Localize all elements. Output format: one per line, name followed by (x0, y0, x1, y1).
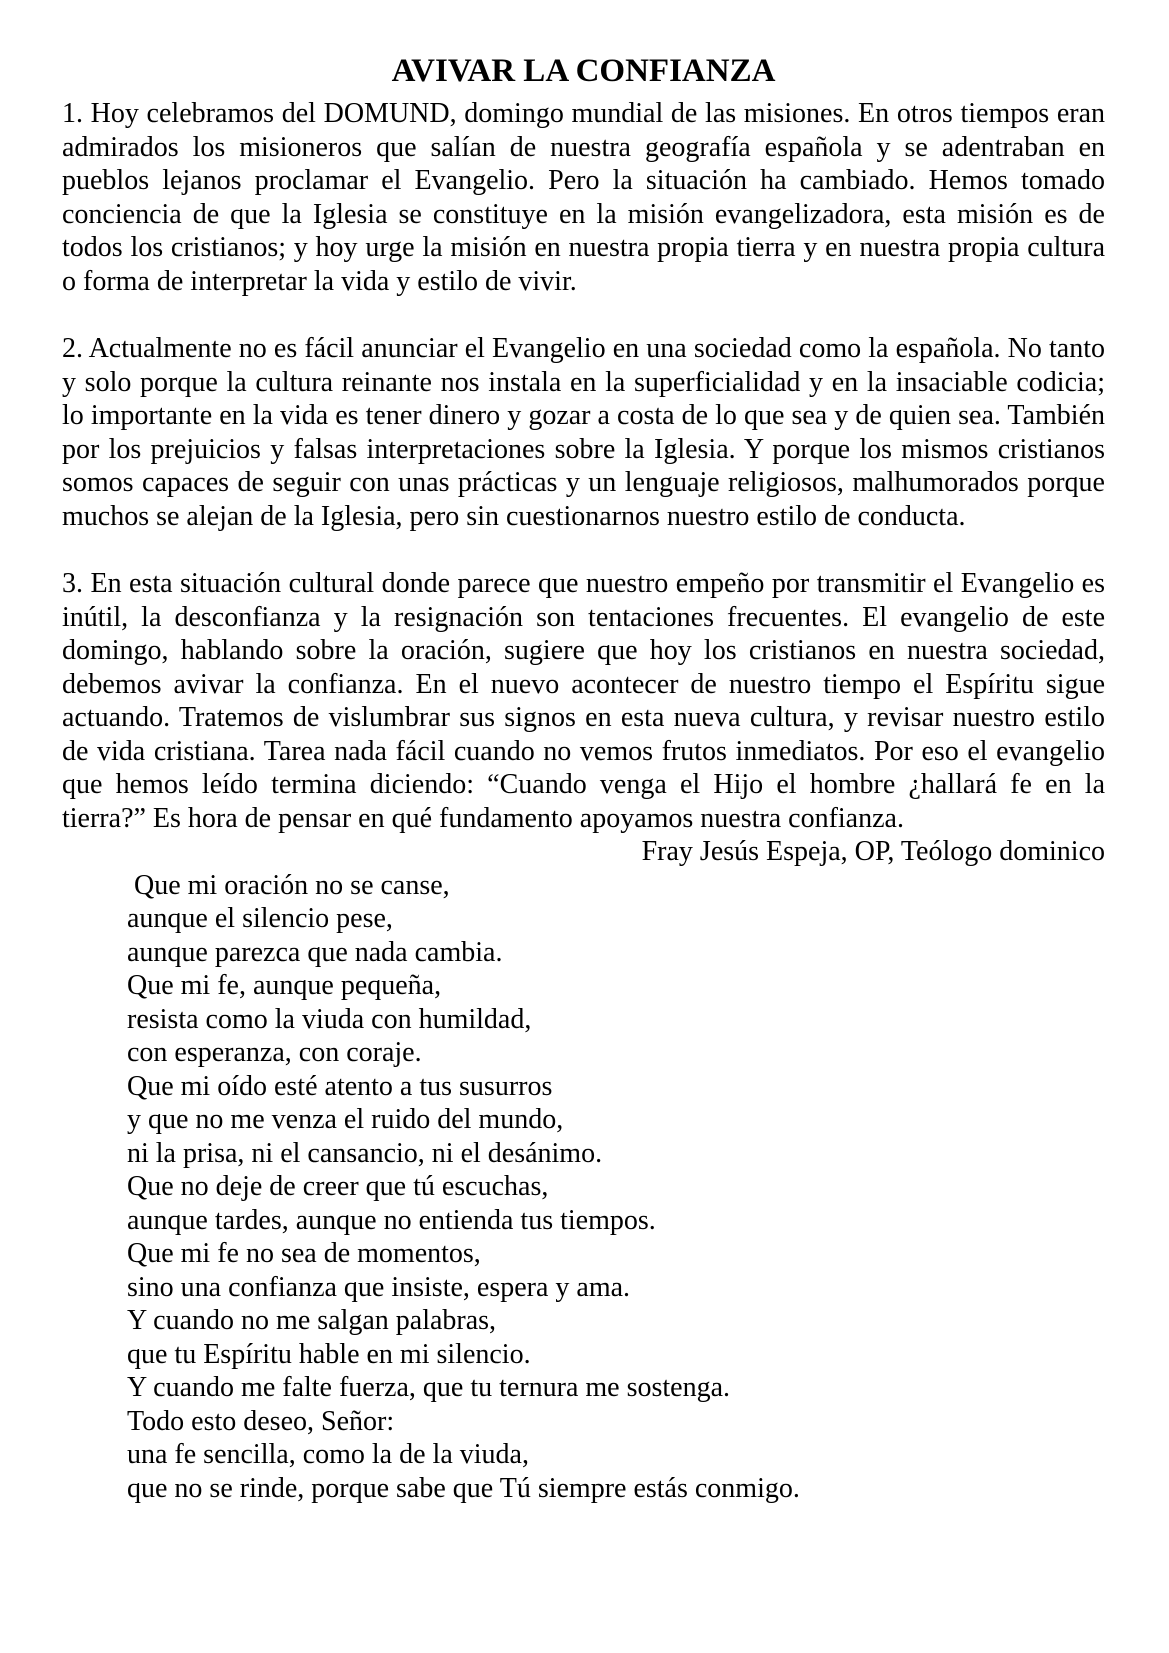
prayer-poem (127, 869, 1105, 1506)
poem-line: Y cuando no me salgan palabras, (127, 1305, 497, 1336)
poem-line: Que mi fe no sea de momentos, (127, 1238, 481, 1269)
poem-line: Que mi oración no se canse, (127, 869, 450, 901)
page-title: AVIVAR LA CONFIANZA (391, 53, 776, 89)
author-attribution: Fray Jesús Espeja, OP, Teólogo dominico (641, 836, 1105, 867)
poem-line: Que no deje de creer que tú escuchas, (127, 1171, 549, 1202)
poem-line: una fe sencilla, como la de la viuda, (127, 1439, 529, 1470)
poem-line: sino una confianza que insiste, espera y ama. (127, 1271, 631, 1303)
poem-line: y que no me venza el ruido del mundo, (127, 1104, 564, 1135)
poem-line: con esperanza, con coraje. (127, 1037, 422, 1068)
poem-line: ni la prisa, ni el cansancio, ni el desánimo. (127, 1137, 603, 1169)
poem-line: aunque tardes, aunque no entienda tus tiempos. (127, 1204, 656, 1236)
poem-line: que no se rinde, porque sabe que Tú siempre estás conmigo. (127, 1472, 800, 1504)
paragraph-2: 2. Actualmente no es fácil anunciar el Evangelio en una sociedad como la española. No tanto y solo porque la cultura reinante nos instala en la superficialidad y en la insaciable codicia; lo importante en la vida es tener dinero y gozar a costa de lo que sea y de quien sea. También por los prejuicios y falsas interpretaciones sobre la Iglesia. Y porque los mismos cristianos somos capaces de seguir con unas prácticas y un lenguaje religiosos, malhumorados porque muchos se alejan de la Iglesia, pero sin cuestionarnos nuestro estilo de conducta. (62, 333, 1105, 532)
poem-line: Y cuando me falte fuerza, que tu ternura me sostenga. (127, 1372, 731, 1403)
poem-line: aunque parezca que nada cambia. (127, 936, 503, 968)
paragraph-3: 3. En esta situación cultural donde parece que nuestro empeño por transmitir el Evangelio es inútil, la desconfianza y la resignación son tentaciones frecuentes. El evangelio de este domingo, hablando sobre la oración, sugiere que hoy los cristianos en nuestra sociedad, debemos avivar la confianza. En el nuevo acontecer de nuestro tiempo el Espíritu sigue actuando. Tratemos de vislumbrar sus signos en esta nueva cultura, y revisar nuestro estilo de vida cristiana. Tarea nada fácil cuando no vemos frutos inmediatos. Por eso el evangelio que hemos leído termina diciendo: “Cuando venga el Hijo el hombre ¿hallará fe en la tierra?” Es hora de pensar en qué fundamento apoyamos nuestra confianza. (62, 568, 1105, 834)
poem-line: que tu Espíritu hable en mi silencio. (127, 1338, 531, 1370)
poem-line: resista como la viuda con humildad, (127, 1003, 532, 1035)
paragraph-1: 1. Hoy celebramos del DOMUND, domingo mundial de las misiones. En otros tiempos eran admirados los misioneros que salían de nuestra geografía española y se adentraban en pueblos lejanos proclamar el Evangelio. Pero la situación ha cambiado. Hemos tomado conciencia de que la Iglesia se constituye en la misión evangelizadora, esta misión es de todos los cristianos; y hoy urge la misión en nuestra propia tierra y en nuestra propia cultura o forma de interpretar la vida y estilo de vivir. (62, 98, 1105, 297)
poem-line: Que mi fe, aunque pequeña, (127, 970, 442, 1001)
poem-line: Todo esto deseo, Señor: (127, 1405, 395, 1437)
poem-line: Que mi oído esté atento a tus susurros (127, 1070, 553, 1102)
poem-line: aunque el silencio pese, (127, 903, 393, 934)
